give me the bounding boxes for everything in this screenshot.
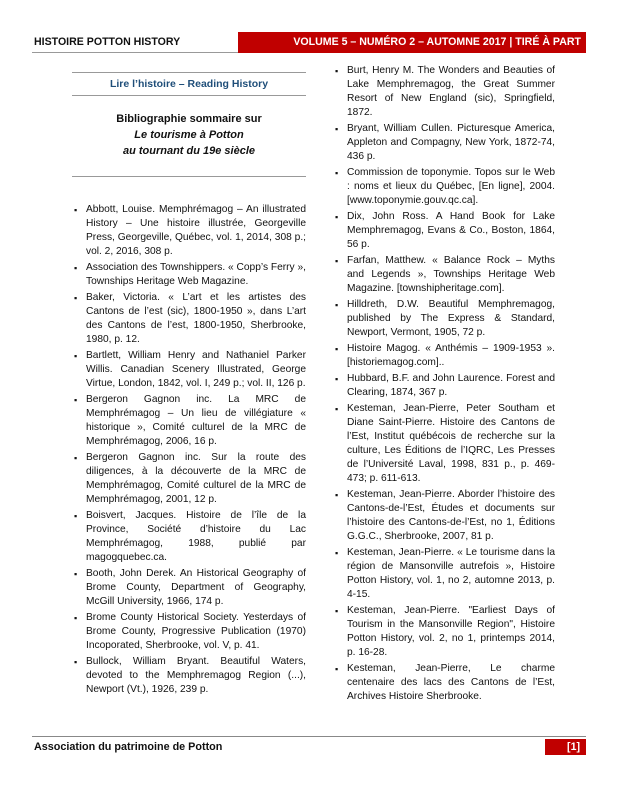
bibliography-entry: ▪ Baker, Victoria. « L’art et les artistes des Cantons de l’est (sic), 1800-1950 », dans L’art des Cantons de l’est, 1800-1950, Sherbrooke, 1980, p. 12. [72, 291, 306, 347]
subtitle-line-3: au tournant du 19e siècle [122, 145, 256, 157]
running-header [32, 32, 586, 53]
bibliography-entry: ▪ Kesteman, Jean-Pierre. Aborder l’histoire des Cantons-de-l’Est, Études et documents sur l’histoire des Cantons-de-l’Est, no 1, Éditions G.G.C., Sherbrooke, 2007, 81 p. [333, 488, 555, 544]
bibliography-list-right [333, 64, 555, 704]
bibliography-entry: ▪ Bullock, William Bryant. Beautiful Waters, devoted to the Memphremagog Region (...), Newport (Vt.), 1926, 239 p. [72, 655, 306, 697]
bibliography-entry: ▪ Abbott, Louise. Memphrémagog – An illustrated History – Une histoire illustrée, Georgeville Press, Georgeville, Québec, vol. 1, 2014, 308 p.; vol. 2, 2016, 308 p. [72, 203, 306, 259]
bibliography-entry: ▪ Hilldreth, D.W. Beautiful Memphremagog, published by The Express & Standard, Newport, Vermont, 1905, 72 p. [333, 298, 555, 340]
bibliography-list-left [72, 203, 306, 697]
bibliography-entry: ▪ Kesteman, Jean-Pierre, Peter Southam et Diane Saint-Pierre. Histoire des Cantons de l’Est, Institut québécois de recherche sur la culture, Les Éditions de l’IQRC, Les Presses de l’Université Laval, 1998, 831 p., p. 469-473; p. 611-613. [333, 402, 555, 486]
subtitle-line-1: Bibliographie sommaire sur [116, 113, 262, 125]
bibliography-entry: ▪ Burt, Henry M. The Wonders and Beauties of Lake Memphremagog, the Great Summer Resort of New England (sic), Springfield, 1872. [333, 64, 555, 120]
bibliography-entry: ▪ Bergeron Gagnon inc. La MRC de Memphrémagog – Un lieu de villégiature « historique », Comité culturel de la MRC de Memphrémagog, 2006, 16 p. [72, 393, 306, 449]
footer-publisher: Association du patrimoine de Potton [34, 741, 223, 753]
bibliography-entry: ▪ Brome County Historical Society. Yesterdays of Brome County, Progressive Publication (1970) Incoporated, Sherbrooke, vol. V, p. 41. [72, 611, 306, 653]
section-subtitle [72, 111, 306, 159]
section-title: Lire l’histoire – Reading History [72, 72, 306, 96]
running-footer [32, 736, 586, 758]
bibliography-entry: ▪ Dix, John Ross. A Hand Book for Lake Memphremagog, Evans & Co., Boston, 1864, 56 p. [333, 210, 555, 252]
bibliography-entry: ▪ Commission de toponymie. Topos sur le Web : noms et lieux du Québec, [En ligne], 2004. [www.toponymie.gouv.qc.ca]. [333, 166, 555, 208]
header-divider [32, 52, 238, 53]
bibliography-entry: ▪ Booth, John Derek. An Historical Geography of Brome County, Department of Geography, McGill University, 1966, 174 p. [72, 567, 306, 609]
bibliography-entry: ▪ Boisvert, Jacques. Histoire de l’île de la Province, Société d’histoire du Lac Memphrémagog, 1988, publié par magogquebec.ca. [72, 509, 306, 565]
bibliography-entry: ▪ Kesteman, Jean-Pierre. « Le tourisme dans la région de Mansonville autrefois », Histoire Potton History, vol. 1, no 2, automne 2013, p. 4-15. [333, 546, 555, 602]
issue-banner: VOLUME 5 – NUMÉRO 2 – AUTOMNE 2017 | TIRÉ À PART [238, 32, 586, 53]
journal-title: HISTOIRE POTTON HISTORY [34, 36, 181, 48]
bibliography-entry: ▪ Histoire Magog. « Anthémis – 1909-1953 ». [historiemagog.com].. [333, 342, 555, 370]
bibliography-entry: ▪ Bryant, William Cullen. Picturesque America, Appleton and Compagny, New York, 1872-74, 436 p. [333, 122, 555, 164]
left-column [72, 72, 306, 699]
bibliography-entry: ▪ Farfan, Matthew. « Balance Rock – Myths and Legends », Townships Heritage Web Magazine. [townshipheritage.com]. [333, 254, 555, 296]
bibliography-entry: ▪ Hubbard, B.F. and John Laurence. Forest and Clearing, 1874, 367 p. [333, 372, 555, 400]
bibliography-entry: ▪ Bergeron Gagnon inc. Sur la route des diligences, à la découverte de la MRC de Memphrémagog, Comité culturel de la MRC de Memphrémagog, 2001, 12 p. [72, 451, 306, 507]
section-divider [72, 176, 306, 177]
bibliography-entry: ▪ Bartlett, William Henry and Nathaniel Parker Willis. Canadian Scenery Illustrated, George Virtue, London, 1842, vol. I, 249 p.; vol. II, 126 p. [72, 349, 306, 391]
subtitle-line-2: Le tourisme à Potton [134, 129, 244, 141]
bibliography-entry: ▪ Kesteman, Jean-Pierre, Le charme centenaire des lacs des Cantons de l’Est, Archives Histoire Sherbrooke. [333, 662, 555, 704]
bibliography-entry: ▪ Kesteman, Jean-Pierre. "Earliest Days of Tourism in the Mansonville Region", Histoire Potton History, vol. 2, no 1, printemps 2014, p. 16-28. [333, 604, 555, 660]
page-number: [1] [545, 739, 586, 755]
right-column [333, 64, 555, 706]
bibliography-entry: ▪ Association des Townshippers. « Copp’s Ferry », Townships Heritage Web Magazine. [72, 261, 306, 289]
